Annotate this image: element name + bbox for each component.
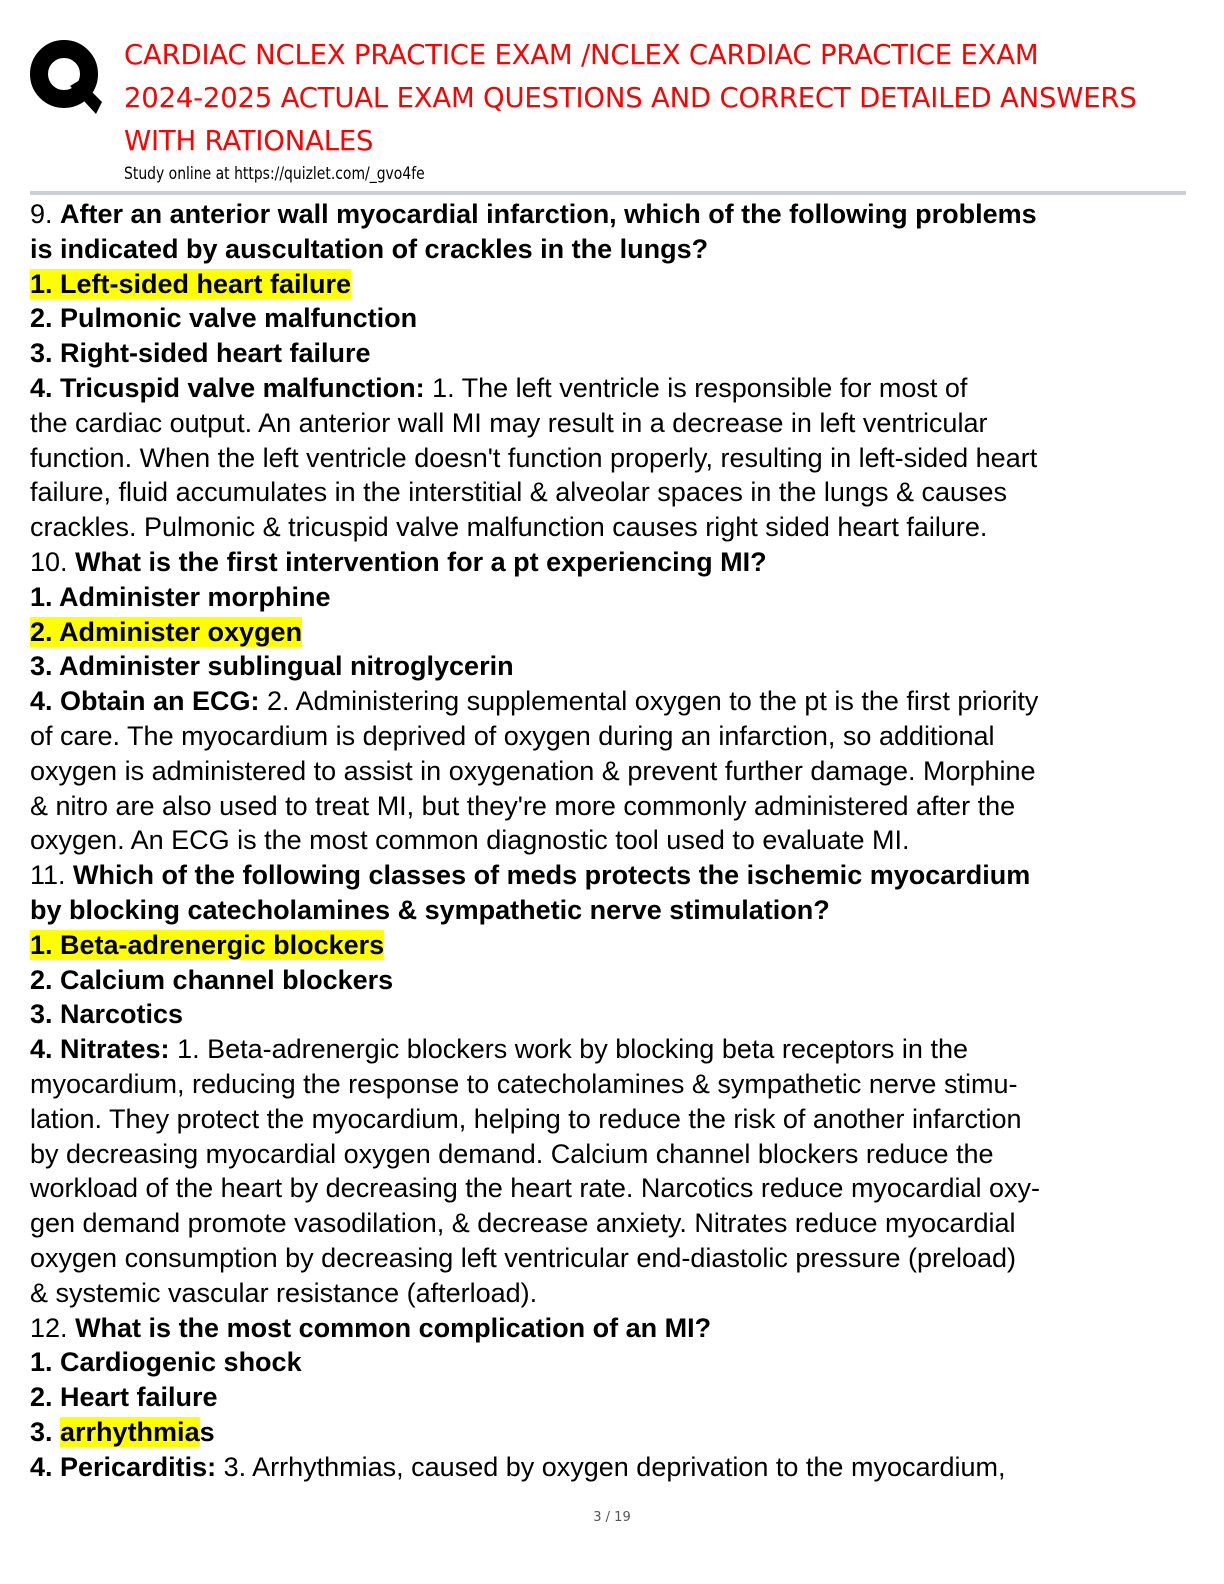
rationale-11-line-5: workload of the heart by decreasing the heart rate. Narcotics reduce myocardial oxy- [30,1173,1040,1204]
option-9-1 [30,267,1210,302]
question-12-line-1 [30,1311,1210,1346]
option-prefix: 3. [30,1416,61,1447]
question-number: 9. [30,199,53,229]
rationale-text: 3. Arrhythmias, caused by oxygen deprivation to the myocardium, [216,1451,1006,1482]
option-9-3: 3. Right-sided heart failure [30,338,371,369]
correct-answer-highlight: 2. Administer oxygen [30,616,303,647]
option-12-3 [30,1415,1210,1450]
option-11-2: 2. Calcium channel blockers [30,964,394,995]
quizlet-q-logo-icon [30,36,102,116]
rationale-text: 1. Beta-adrenergic blockers work by blocking beta receptors in the [169,1034,968,1065]
option-text: 4. Pericarditis: [30,1451,217,1482]
title-line-3: WITH RATIONALES [124,125,374,157]
question-number: 12. [30,1312,68,1343]
title-line-1: CARDIAC NCLEX PRACTICE EXAM /NCLEX CARDIAC PRACTICE EXAM [124,39,1039,71]
option-11-4 [30,1032,1210,1067]
option-10-2 [30,615,1210,650]
option-10-1: 1. Administer morphine [30,581,331,612]
title-line-2: 2024-2025 ACTUAL EXAM QUESTIONS AND CORRECT DETAILED ANSWERS [124,82,1137,114]
document-title [124,34,1214,163]
correct-answer-highlight: arrhythmia [60,1416,200,1447]
rationale-9-line-4: failure, fluid accumulates in the interstitial & alveolar spaces in the lungs & causes [30,477,1008,508]
option-12-1: 1. Cardiogenic shock [30,1347,302,1378]
rationale-10-line-5: oxygen. An ECG is the most common diagnostic tool used to evaluate MI. [30,825,910,856]
option-11-3: 3. Narcotics [30,999,184,1030]
rationale-9-line-2: the cardiac output. An anterior wall MI may result in a decrease in left ventricular [30,407,988,438]
question-9-line-2: is indicated by auscultation of crackles in the lungs? [30,233,709,264]
rationale-9-line-5: crackles. Pulmonic & tricuspid valve malfunction causes right sided heart failure. [30,512,988,543]
question-number: 11. [30,860,66,891]
option-text: 4. Obtain an ECG: [30,686,260,717]
option-9-2: 2. Pulmonic valve malfunction [30,303,418,334]
rationale-text: 1. The left ventricle is responsible for most of [424,372,968,403]
rationale-10-line-3: oxygen is administered to assist in oxygenation & prevent further damage. Morphine [30,755,1036,786]
rationale-10-line-4: & nitro are also used to treat MI, but they're more commonly administered after the [30,790,1016,821]
study-online-link[interactable]: Study online at https://quizlet.com/_gvo4fe [124,164,425,184]
question-11-line-2: by blocking catecholamines & sympathetic nerve stimulation? [30,894,830,925]
question-11-line-1 [30,858,1210,893]
question-10-line-1 [30,545,1210,580]
correct-answer-highlight: 1. Beta-adrenergic blockers [30,929,385,960]
rationale-11-line-4: by decreasing myocardial oxygen demand. Calcium channel blockers reduce the [30,1138,994,1169]
question-9-line-1 [30,197,1210,232]
option-12-4 [30,1450,1210,1485]
question-text: What is the most common complication of an MI? [75,1312,712,1343]
option-text: 4. Tricuspid valve malfunction: [30,372,425,403]
option-10-4 [30,684,1210,719]
rationale-9-line-3: function. When the left ventricle doesn't function properly, resulting in left-sided heart [30,442,1038,473]
page-number: 3 / 19 [593,1510,631,1525]
rationale-11-line-2: myocardium, reducing the response to catecholamines & sympathetic nerve stimu- [30,1068,1018,1099]
rationale-11-line-7: oxygen consumption by decreasing left ventricular end-diastolic pressure (preload) [30,1242,1017,1273]
rationale-11-line-3: lation. They protect the myocardium, helping to reduce the risk of another infarction [30,1103,1022,1134]
question-text: After an anterior wall myocardial infarction, which of the following problems [60,199,1037,229]
header-divider [30,191,1186,195]
option-suffix: s [199,1416,215,1447]
option-12-2: 2. Heart failure [30,1382,218,1413]
question-text: Which of the following classes of meds protects the ischemic myocardium [73,860,1031,891]
option-9-4 [30,371,1210,406]
rationale-11-line-8: & systemic vascular resistance (afterload). [30,1277,538,1308]
option-text: 4. Nitrates: [30,1034,170,1065]
option-11-1 [30,928,1210,963]
rationale-11-line-6: gen demand promote vasodilation, & decrease anxiety. Nitrates reduce myocardial [30,1208,1016,1239]
rationale-10-line-2: of care. The myocardium is deprived of oxygen during an infarction, so additional [30,720,995,751]
question-list [30,197,1210,1484]
option-10-3: 3. Administer sublingual nitroglycerin [30,651,514,682]
correct-answer-highlight: 1. Left-sided heart failure [30,268,352,299]
rationale-text: 2. Administering supplemental oxygen to the pt is the first priority [259,686,1039,717]
question-number: 10. [30,546,68,577]
question-text: What is the first intervention for a pt experiencing MI? [75,546,767,577]
